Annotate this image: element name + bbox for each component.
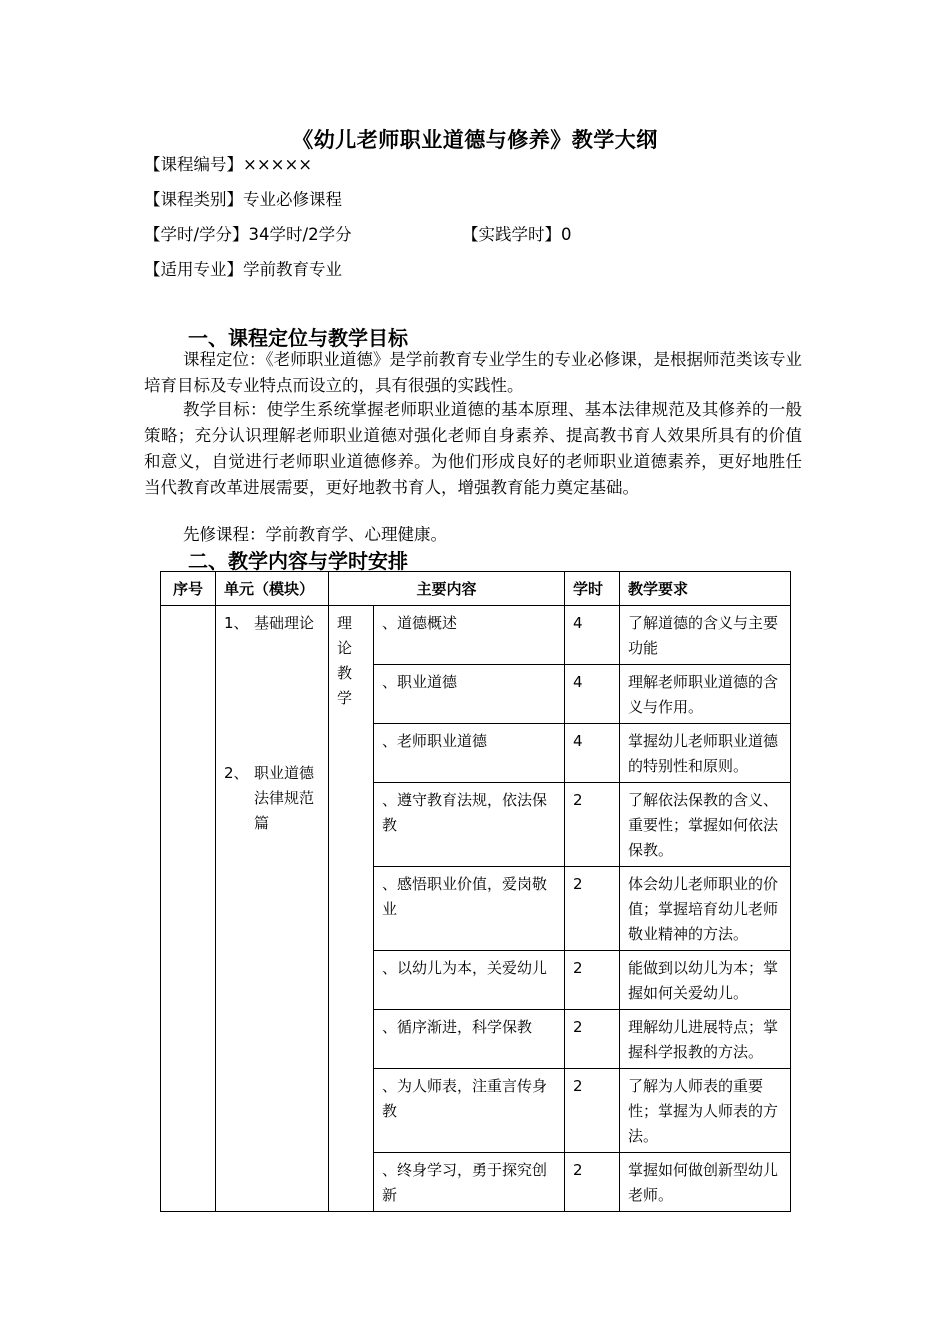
hours-cell: 4 (565, 606, 620, 665)
course-code: 【课程编号】××××× (144, 155, 313, 174)
content-cell: 、以幼儿为本，关爱幼儿 (374, 951, 565, 1010)
content-cell: 、感悟职业价值，爱岗敬业 (374, 867, 565, 951)
document-title: 《幼儿老师职业道德与修养》教学大纲 (292, 128, 658, 152)
content-cell: 、循序渐进，科学保教 (374, 1010, 565, 1069)
requirement-cell: 体会幼儿老师职业的价值；掌握培育幼儿老师敬业精神的方法。 (620, 867, 791, 951)
teaching-content-table (160, 571, 791, 1212)
teaching-objectives: 教学目标：使学生系统掌握老师职业道德的基本原理、基本法律规范及其修养的一般策略；充分认识理解老师职业道德对强化老师自身素养、提高教书育人效果所具有的价值和意义，自觉进行老师职业道德修养。为他们形成良好的老师职业道德素养，更好地胜任当代教育改革进展需要，更好地教书育人，增强教育能力奠定基础。 (144, 400, 802, 497)
table-header-row (161, 572, 791, 606)
unit-name: 基础理论 (254, 614, 315, 632)
requirement-cell: 了解依法保教的含义、重要性；掌握如何依法保教。 (620, 783, 791, 867)
practice-hours: 【实践学时】0 (462, 225, 572, 244)
header-no: 序号 (161, 572, 216, 606)
content-cell: 、职业道德 (374, 665, 565, 724)
requirement-cell: 理解幼儿进展特点；掌握科学报教的方法。 (620, 1010, 791, 1069)
requirement-cell: 理解老师职业道德的含义与作用。 (620, 665, 791, 724)
hours-cell: 2 (565, 1069, 620, 1153)
section-heading-2: 二、教学内容与学时安排 (188, 549, 408, 573)
hours-cell: 2 (565, 951, 620, 1010)
applicable-major: 【适用专业】学前教育专业 (144, 260, 342, 279)
table-row (161, 606, 791, 665)
hours-cell: 2 (565, 1153, 620, 1212)
hours-cell: 2 (565, 783, 620, 867)
content-cell: 、终身学习，勇于探究创新 (374, 1153, 565, 1212)
content-cell: 、为人师表，注重言传身教 (374, 1069, 565, 1153)
header-unit: 单元（模块） (216, 572, 329, 606)
hours-credits: 【学时/学分】34学时/2学分 (144, 225, 352, 244)
section-heading-1: 一、课程定位与教学目标 (188, 326, 408, 350)
requirement-cell: 能做到以幼儿为本；掌握如何关爱幼儿。 (620, 951, 791, 1010)
hours-cell: 2 (565, 867, 620, 951)
content-cell: 、道德概述 (374, 606, 565, 665)
hours-cell: 4 (565, 665, 620, 724)
hours-credits-line (144, 221, 572, 245)
unit-number: 2、 (224, 764, 249, 782)
hours-cell: 2 (565, 1010, 620, 1069)
prerequisite-courses: 先修课程：学前教育学、心理健康。 (183, 525, 447, 544)
content-cell: 、老师职业道德 (374, 724, 565, 783)
unit-item (224, 761, 320, 836)
category-cell (329, 606, 374, 1212)
header-requirements: 教学要求 (620, 572, 791, 606)
category-label: 理论教学 (337, 614, 353, 707)
serial-cell (161, 606, 216, 1212)
unit-cell (216, 606, 329, 1212)
content-cell: 、遵守教育法规，依法保教 (374, 783, 565, 867)
requirement-cell: 掌握如何做创新型幼儿老师。 (620, 1153, 791, 1212)
unit-number: 1、 (224, 614, 249, 632)
course-type: 【课程类别】专业必修课程 (144, 190, 342, 209)
header-hours: 学时 (565, 572, 620, 606)
hours-cell: 4 (565, 724, 620, 783)
requirement-cell: 了解为人师表的重要性；掌握为人师表的方法。 (620, 1069, 791, 1153)
course-positioning: 课程定位：《老师职业道德》是学前教育专业学生的专业必修课，是根据师范类该专业培育目标及专业特点而设立的，具有很强的实践性。 (144, 350, 802, 395)
unit-name: 职业道德法律规范篇 (254, 764, 315, 832)
requirement-cell: 了解道德的含义与主要功能 (620, 606, 791, 665)
unit-item (224, 611, 320, 636)
requirement-cell: 掌握幼儿老师职业道德的特别性和原则。 (620, 724, 791, 783)
header-content: 主要内容 (329, 572, 565, 606)
